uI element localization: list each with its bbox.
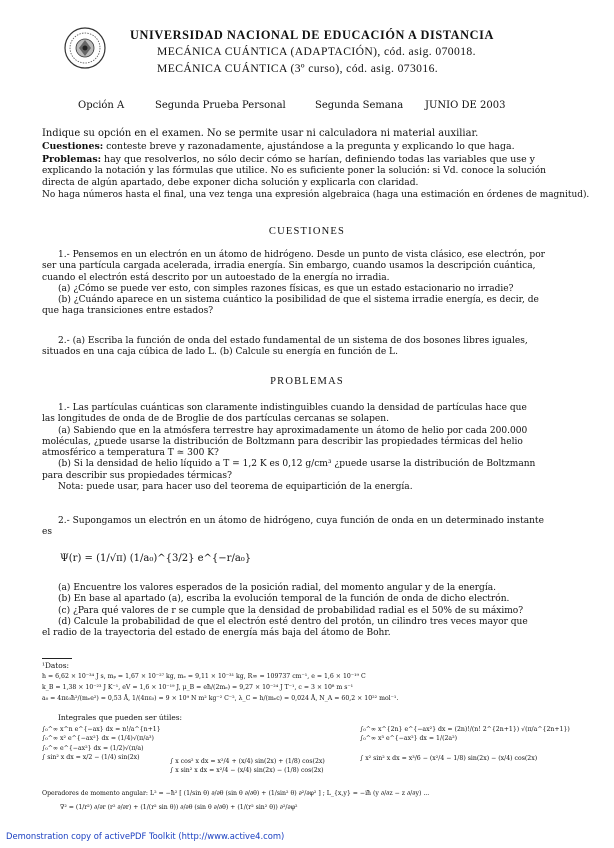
p1-line: las longitudes de onda de de Broglie de dos partículas cercanas se solapen. [42, 414, 389, 425]
cuestiones-label: Cuestiones: [42, 141, 104, 152]
instruction-line-1: Indique su opción en el examen. No se permite usar ni calculadora ni material auxiliar. [42, 128, 479, 139]
p2-part: (b) En base al apartado (a), escriba la evolución temporal de la función de onda de dicho electrón. [58, 594, 510, 605]
integral: ∫₀^∞ x^n e^{−ax} dx = n!/a^{n+1} [42, 726, 161, 733]
p1-line: (a) Sabiendo que en la atmósfera terrestre hay aproximadamente un átomo de helio por cada 200.000 [58, 425, 528, 436]
p2-part: (a) Encuentre los valores esperados de la posición radial, del momento angular y de la energía. [58, 583, 497, 593]
integrals-col-3 [360, 726, 570, 762]
instruction-last: No haga números hasta el final, una vez tenga una expresión algebraica (haga una estimación en órdenes de magnitud). [42, 190, 590, 200]
course-line-2: MECÁNICA CUÁNTICA (3º curso), cód. asig. 073016. [157, 62, 439, 75]
integral: ∫ sin² x dx = x/2 − (1/4) sin(2x) [42, 754, 140, 762]
university-name: UNIVERSIDAD NACIONAL DE EDUCACIÓN A DISTANCIA [130, 28, 494, 42]
demo-watermark: Demonstration copy of activePDF Toolkit (http://www.active4.com) [6, 831, 285, 841]
integral: ∫₀^∞ x³ e^{−ax²} dx = 1/(2a²) [360, 735, 457, 743]
exam-test: Segunda Prueba Personal [155, 100, 286, 111]
footnote-mark: ¹Datos: [42, 661, 69, 670]
university-seal-logo [64, 27, 106, 69]
problema-2-parts [42, 583, 528, 639]
problema-2 [42, 516, 544, 539]
course-line-1: MECÁNICA CUÁNTICA (ADAPTACIÓN), cód. asig. 070018. [157, 45, 476, 58]
problemas-text-1: hay que resolverlos, no sólo decir cómo se harían, definiendo todas las variables que use y [101, 154, 535, 165]
integral: ∫ x cos² x dx = x²/4 + (x/4) sin(2x) + (1/8) cos(2x) [170, 758, 325, 765]
integrals-title: Integrales que pueden ser útiles: [58, 713, 183, 722]
p1-line: atmosférico a temperatura T ≃ 300 K? [42, 448, 219, 459]
integral: ∫₀^∞ x^{2n} e^{−ax²} dx = (2n)!/(n! 2^{2n+1}) √(π/a^{2n+1}) [360, 726, 570, 733]
exam-date: JUNIO DE 2003 [425, 100, 506, 111]
cuestiones-title: CUESTIONES [268, 226, 346, 237]
q1-line: (b) ¿Cuándo aparece en un sistema cuántico la posibilidad de que el sistema irradie energía, es decir, de [58, 295, 539, 306]
integral: ∫₀^∞ e^{−ax²} dx = (1/2)√(π/a) [42, 744, 144, 752]
operators-line-2: ∇² = (1/r²) ∂/∂r (r² ∂/∂r) + (1/(r² sin θ)) ∂/∂θ (sin θ ∂/∂θ) + (1/(r² sin² θ)) ∂²/∂φ² [60, 804, 298, 811]
cuestiones-text: conteste breve y razonadamente, ajustándose a la pregunta y explicando lo que haga. [103, 141, 515, 152]
p1-line: Nota: puede usar, para hacer uso del teorema de equipartición de la energía. [58, 482, 413, 493]
q1-line: 1.- Pensemos en un electrón en un átomo de hidrógeno. Desde un punto de vista clásico, ese electrón, por [58, 250, 545, 260]
p2-part: (d) Calcule la probabilidad de que el electrón esté dentro del protón, un cilindro tres veces mayor que [58, 616, 528, 627]
operators-line-1: Operadores de momento angular: L² = −ħ² [ (1/sin θ) ∂/∂θ (sin θ ∂/∂θ) + (1/sin² θ) ∂²/∂φ² ] ; L_{x,y} = −iħ (y ∂/∂z − z ∂/∂y) ... [42, 790, 430, 797]
q1-line: cuando el electrón está descrito por un autoestado de la energía no irradia. [42, 272, 390, 283]
exam-option: Opción A [78, 100, 125, 111]
q2-line: situados en una caja cúbica de lado L. (b) Calcule su energía en función de L. [42, 347, 398, 358]
q2-line: 2.- (a) Escriba la función de onda del estado fundamental de un sistema de dos bosones libres iguales, [58, 336, 528, 346]
p1-line: moléculas, ¿puede usarse la distribución de Boltzmann para describir las propiedades térmicas del helio [42, 436, 523, 447]
problemas-title: PROBLEMAS [270, 376, 344, 387]
q1-line: que haga transiciones entre estados? [42, 306, 214, 317]
constants-line-3: a₀ = 4πε₀ħ²/(mₑe²) = 0,53 Å, 1/(4πε₀) = 9 × 10⁹ N m² kg⁻² C⁻², λ_C = h/(mₑc) = 0,024 Å, N_A = 60,2 × 10²² mol⁻¹. [42, 695, 399, 702]
footnote-rule [42, 658, 72, 659]
p2-part: (c) ¿Para qué valores de r se cumple que la densidad de probabilidad radial es el 50% de su máximo? [58, 605, 524, 616]
problemas-text-3: directa de algún apartado, debe exponer dicha solución y explicarla con claridad. [42, 178, 419, 188]
p1-line: para describir sus propiedades térmicas? [42, 470, 232, 481]
problemas-label: Problemas: [42, 154, 102, 165]
cuestion-2 [42, 336, 528, 359]
integral: ∫ x sin² x dx = x²/4 − (x/4) sin(2x) − (1/8) cos(2x) [170, 767, 324, 775]
integrals-col-2 [170, 758, 325, 775]
instruction-problemas [42, 154, 535, 165]
constants-line-2: k_B = 1,38 × 10⁻²³ J K⁻¹, eV = 1,6 × 10⁻¹⁹ J, μ_B = eħ/(2mₑ) = 9,27 × 10⁻²⁴ J T⁻¹, c = 3 × 10⁸ m s⁻¹ [42, 684, 354, 691]
p2-line: 2.- Supongamos un electrón en un átomo de hidrógeno, cuya función de onda en un determinado instante [58, 516, 544, 526]
p2-equation: Ψ(r) = (1/√π) (1/a₀)^{3/2} e^{−r/a₀} [60, 553, 252, 564]
exam-week: Segunda Semana [315, 100, 404, 111]
q1-line: ser una partícula cargada acelerada, irradia energía. Sin embargo, cuando usamos la descripción cuántica, [42, 261, 536, 272]
constants-line-1: h = 6,62 × 10⁻³⁴ J s, mₚ = 1,67 × 10⁻²⁷ kg, mₑ = 9,11 × 10⁻³¹ kg, R∞ = 109737 cm⁻¹, e = 1,6 × 10⁻¹⁹ C [42, 673, 366, 680]
p1-line: 1.- Las partículas cuánticas son claramente indistinguibles cuando la densidad de partículas hace que [58, 403, 527, 413]
problemas-text-2: explicando la notación y las fórmulas que utilice. No es suficiente poner la solución: si Vd. conoce la solución [42, 166, 547, 176]
integrals-col-1 [42, 726, 161, 762]
cuestion-1 [42, 250, 545, 318]
p2-part: el radio de la trayectoria del estado de energía más baja del átomo de Bohr. [42, 628, 391, 639]
p1-line: (b) Si la densidad de helio líquido a T = 1,2 K es 0,12 g/cm³ ¿puede usarse la distribución de Boltzmann [58, 459, 536, 470]
problema-1 [42, 403, 536, 493]
integral: ∫ x² sin² x dx = x³/6 − (x²/4 − 1/8) sin(2x) − (x/4) cos(2x) [360, 754, 538, 762]
instruction-cuestiones [42, 141, 515, 152]
q1-line: (a) ¿Cómo se puede ver esto, con simples razones físicas, es que un estado estacionario no irradie? [58, 283, 514, 294]
p2-line: es [42, 527, 52, 538]
integral: ∫₀^∞ x² e^{−ax²} dx = (1/4)√(π/a³) [42, 735, 154, 743]
